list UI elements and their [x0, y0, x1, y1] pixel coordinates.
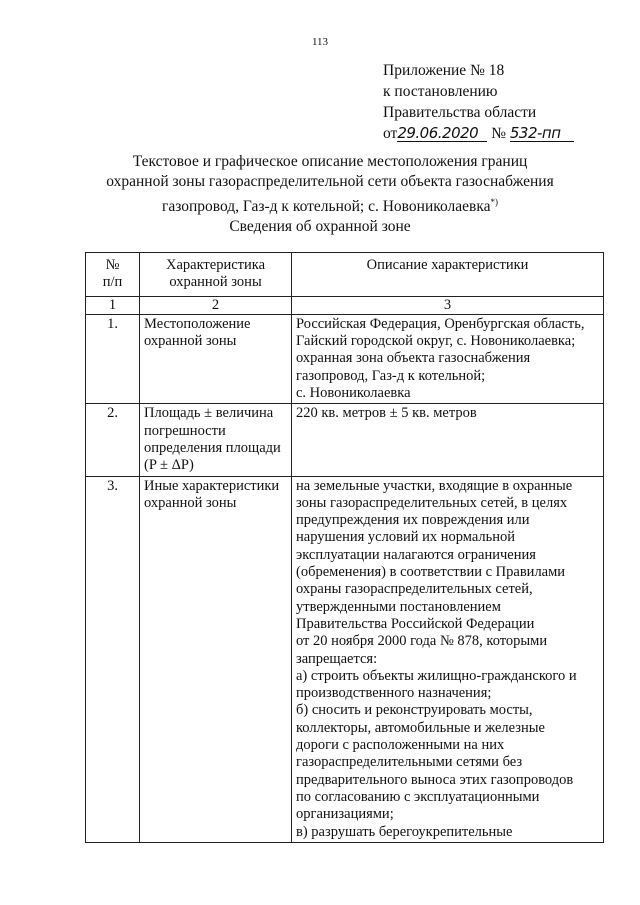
appendix-date-number-line	[383, 123, 574, 144]
description-line: запрещается:	[296, 650, 378, 667]
column-number: 2	[140, 296, 292, 314]
description-line: на земельные участки, входящие в охранные	[296, 477, 573, 494]
row-number: 1.	[86, 314, 140, 403]
description-line: организациями;	[296, 806, 394, 823]
row-description	[292, 404, 604, 476]
table-row	[86, 314, 604, 403]
description-line: нарушения условий их нормальной	[296, 529, 516, 546]
description-line: по согласованию с эксплуатационными	[296, 788, 540, 805]
description-line: зоны газораспределительных сетей, в целях	[296, 494, 568, 511]
row-number: 3.	[86, 476, 140, 842]
description-line: охранная зона объекта газоснабжения	[296, 350, 531, 367]
column-number: 1	[86, 296, 140, 314]
description-line: в) разрушать берегоукрепительные	[296, 823, 513, 840]
description-line: газораспределительными сетями без	[296, 754, 523, 771]
description-line: (обременения) в соответствии с Правилами	[296, 564, 566, 581]
description-line: Гайский городской округ, с. Новониколаевка;	[296, 333, 576, 350]
from-label: от	[383, 125, 398, 142]
table-row	[86, 476, 604, 842]
footnote-mark: *)	[490, 197, 499, 207]
description-line: от 20 ноября 2000 года № 878, которыми	[296, 633, 548, 650]
row-characteristic: Иные характеристики охранной зоны	[140, 476, 292, 842]
document-title	[60, 152, 600, 217]
number-label: №	[491, 125, 506, 142]
section-subtitle: Сведения об охранной зоне	[229, 218, 411, 235]
description-line: производственного назначения;	[296, 685, 492, 702]
title-line-2: охранной зоны газораспределительной сети объекта газоснабжения	[106, 173, 554, 190]
page-number: 113	[311, 36, 329, 48]
protection-zone-table	[85, 252, 604, 843]
title-line-1: Текстовое и графическое описание местоположения границ	[132, 153, 528, 170]
row-description	[292, 476, 604, 842]
title-line-3-text: газопровод, Газ-д к котельной; с. Новониколаевка	[161, 198, 491, 216]
header-description: Описание характеристики	[292, 253, 604, 297]
description-line: предупреждения их повреждения или	[296, 512, 530, 529]
description-line: предварительного выноса этих газопроводов	[296, 771, 574, 788]
description-line: с. Новониколаевка	[296, 385, 411, 402]
description-line: дороги с расположенными на них	[296, 737, 505, 754]
header-number-line-2: п/п	[102, 274, 123, 291]
row-number: 2.	[86, 404, 140, 476]
description-line: утвержденными постановлением	[296, 598, 501, 615]
row-description	[292, 314, 604, 403]
header-characteristic: Характеристика охранной зоны	[140, 253, 292, 297]
column-number: 3	[292, 296, 604, 314]
appendix-line-2: к постановлению	[383, 83, 498, 100]
header-number	[86, 253, 140, 297]
table-header-row	[86, 253, 604, 297]
handwritten-date: 29.06.2020	[397, 125, 487, 142]
column-number-row	[86, 296, 604, 314]
header-number-line-1: №	[105, 257, 120, 273]
description-line: охраны газораспределительных сетей,	[296, 581, 533, 598]
row-characteristic: Площадь ± величина погрешности определения площади (P ± ΔP)	[140, 404, 292, 476]
appendix-block	[383, 60, 574, 144]
row-characteristic: Местоположение охранной зоны	[140, 314, 292, 403]
handwritten-number: 532-пп	[510, 125, 574, 142]
description-line: б) сносить и реконструировать мосты,	[296, 702, 533, 719]
description-line: Правительства Российской Федерации	[296, 615, 535, 632]
description-line: эксплуатации налагаются ограничения	[296, 546, 536, 563]
appendix-line-3: Правительства области	[383, 104, 537, 121]
description-line: 220 кв. метров ± 5 кв. метров	[296, 405, 477, 422]
description-line: Российская Федерация, Оренбургская область,	[296, 315, 585, 332]
title-line-3	[60, 192, 600, 217]
description-line: а) строить объекты жилищно-гражданского и	[296, 667, 577, 684]
description-line: коллекторы, автомобильные и железные	[296, 719, 545, 736]
appendix-line-1: Приложение № 18	[383, 62, 505, 79]
description-line: газопровод, Газ-д к котельной;	[296, 367, 486, 384]
table-row	[86, 404, 604, 476]
